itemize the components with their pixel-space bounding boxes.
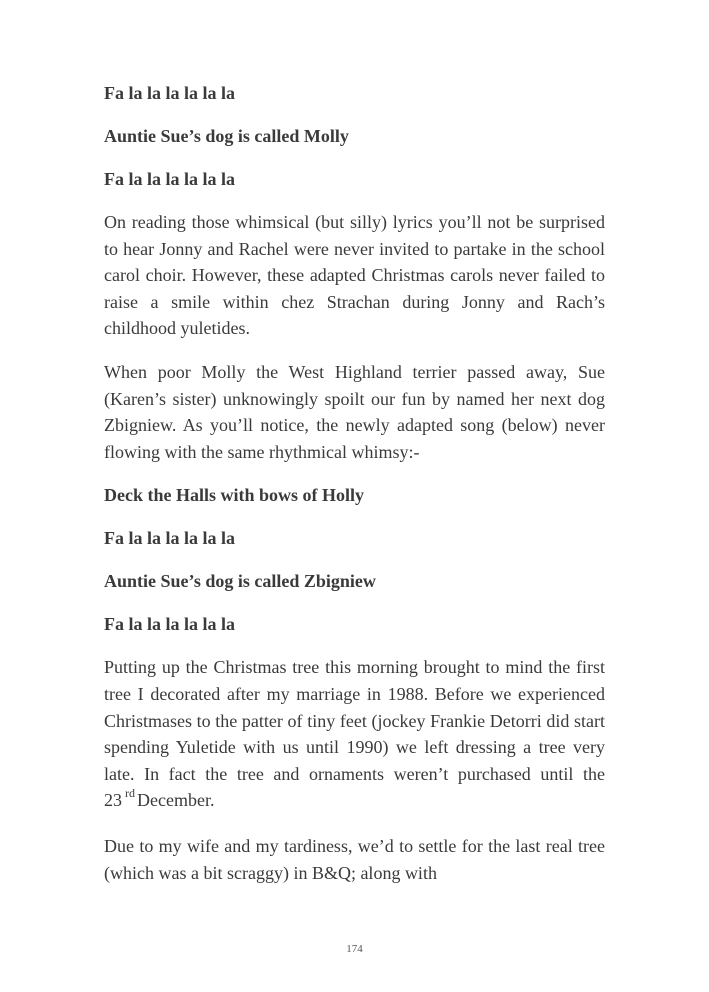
lyric-line: Auntie Sue’s dog is called Zbigniew (104, 571, 376, 592)
lyric-line: Deck the Halls with bows of Holly (104, 485, 365, 506)
page-number: 174 (346, 943, 363, 955)
superscript-ordinal: rd (125, 786, 135, 801)
lyric-line: Fa la la la la la la (104, 169, 236, 189)
paragraph (104, 654, 605, 816)
paragraph-text-tail: December. (137, 790, 215, 811)
paragraph: On reading those whimsical (but silly) lyrics you’ll not be surprised to hear Jonny and Rachel were never invited to partake in the school carol choir. However, these adapted Christmas carols never failed to raise a smile within chez Strachan during Jonny and Rach’s childhood yuletides. (104, 212, 605, 339)
paragraph: Due to my wife and my tardiness, we’d to settle for the last real tree (which was a bit scraggy) in B&Q; along with (104, 835, 605, 883)
paragraph-text: Putting up the Christmas tree this morning brought to mind the first tree I decorated after my marriage in 1988. Before we experienced Christmases to the patter of tiny feet (jockey Frankie Detorri did start spending Yuletide with us until 1990) we left dressing a tree very late. In fact the tree and ornaments weren’t purchased until the 23 (104, 657, 605, 811)
page-body (104, 80, 605, 903)
lyric-line: Fa la la la la la la (104, 83, 236, 103)
paragraph: When poor Molly the West Highland terrier passed away, Sue (Karen’s sister) unknowingly spoilt our fun by named her next dog Zbigniew. As you’ll notice, the newly adapted song (below) never flowing with the same rhythmical whimsy:- (104, 361, 605, 462)
lyric-line: Auntie Sue’s dog is called Molly (104, 126, 349, 146)
lyric-line: Fa la la la la la la (104, 614, 236, 635)
lyric-line: Fa la la la la la la (104, 528, 236, 549)
